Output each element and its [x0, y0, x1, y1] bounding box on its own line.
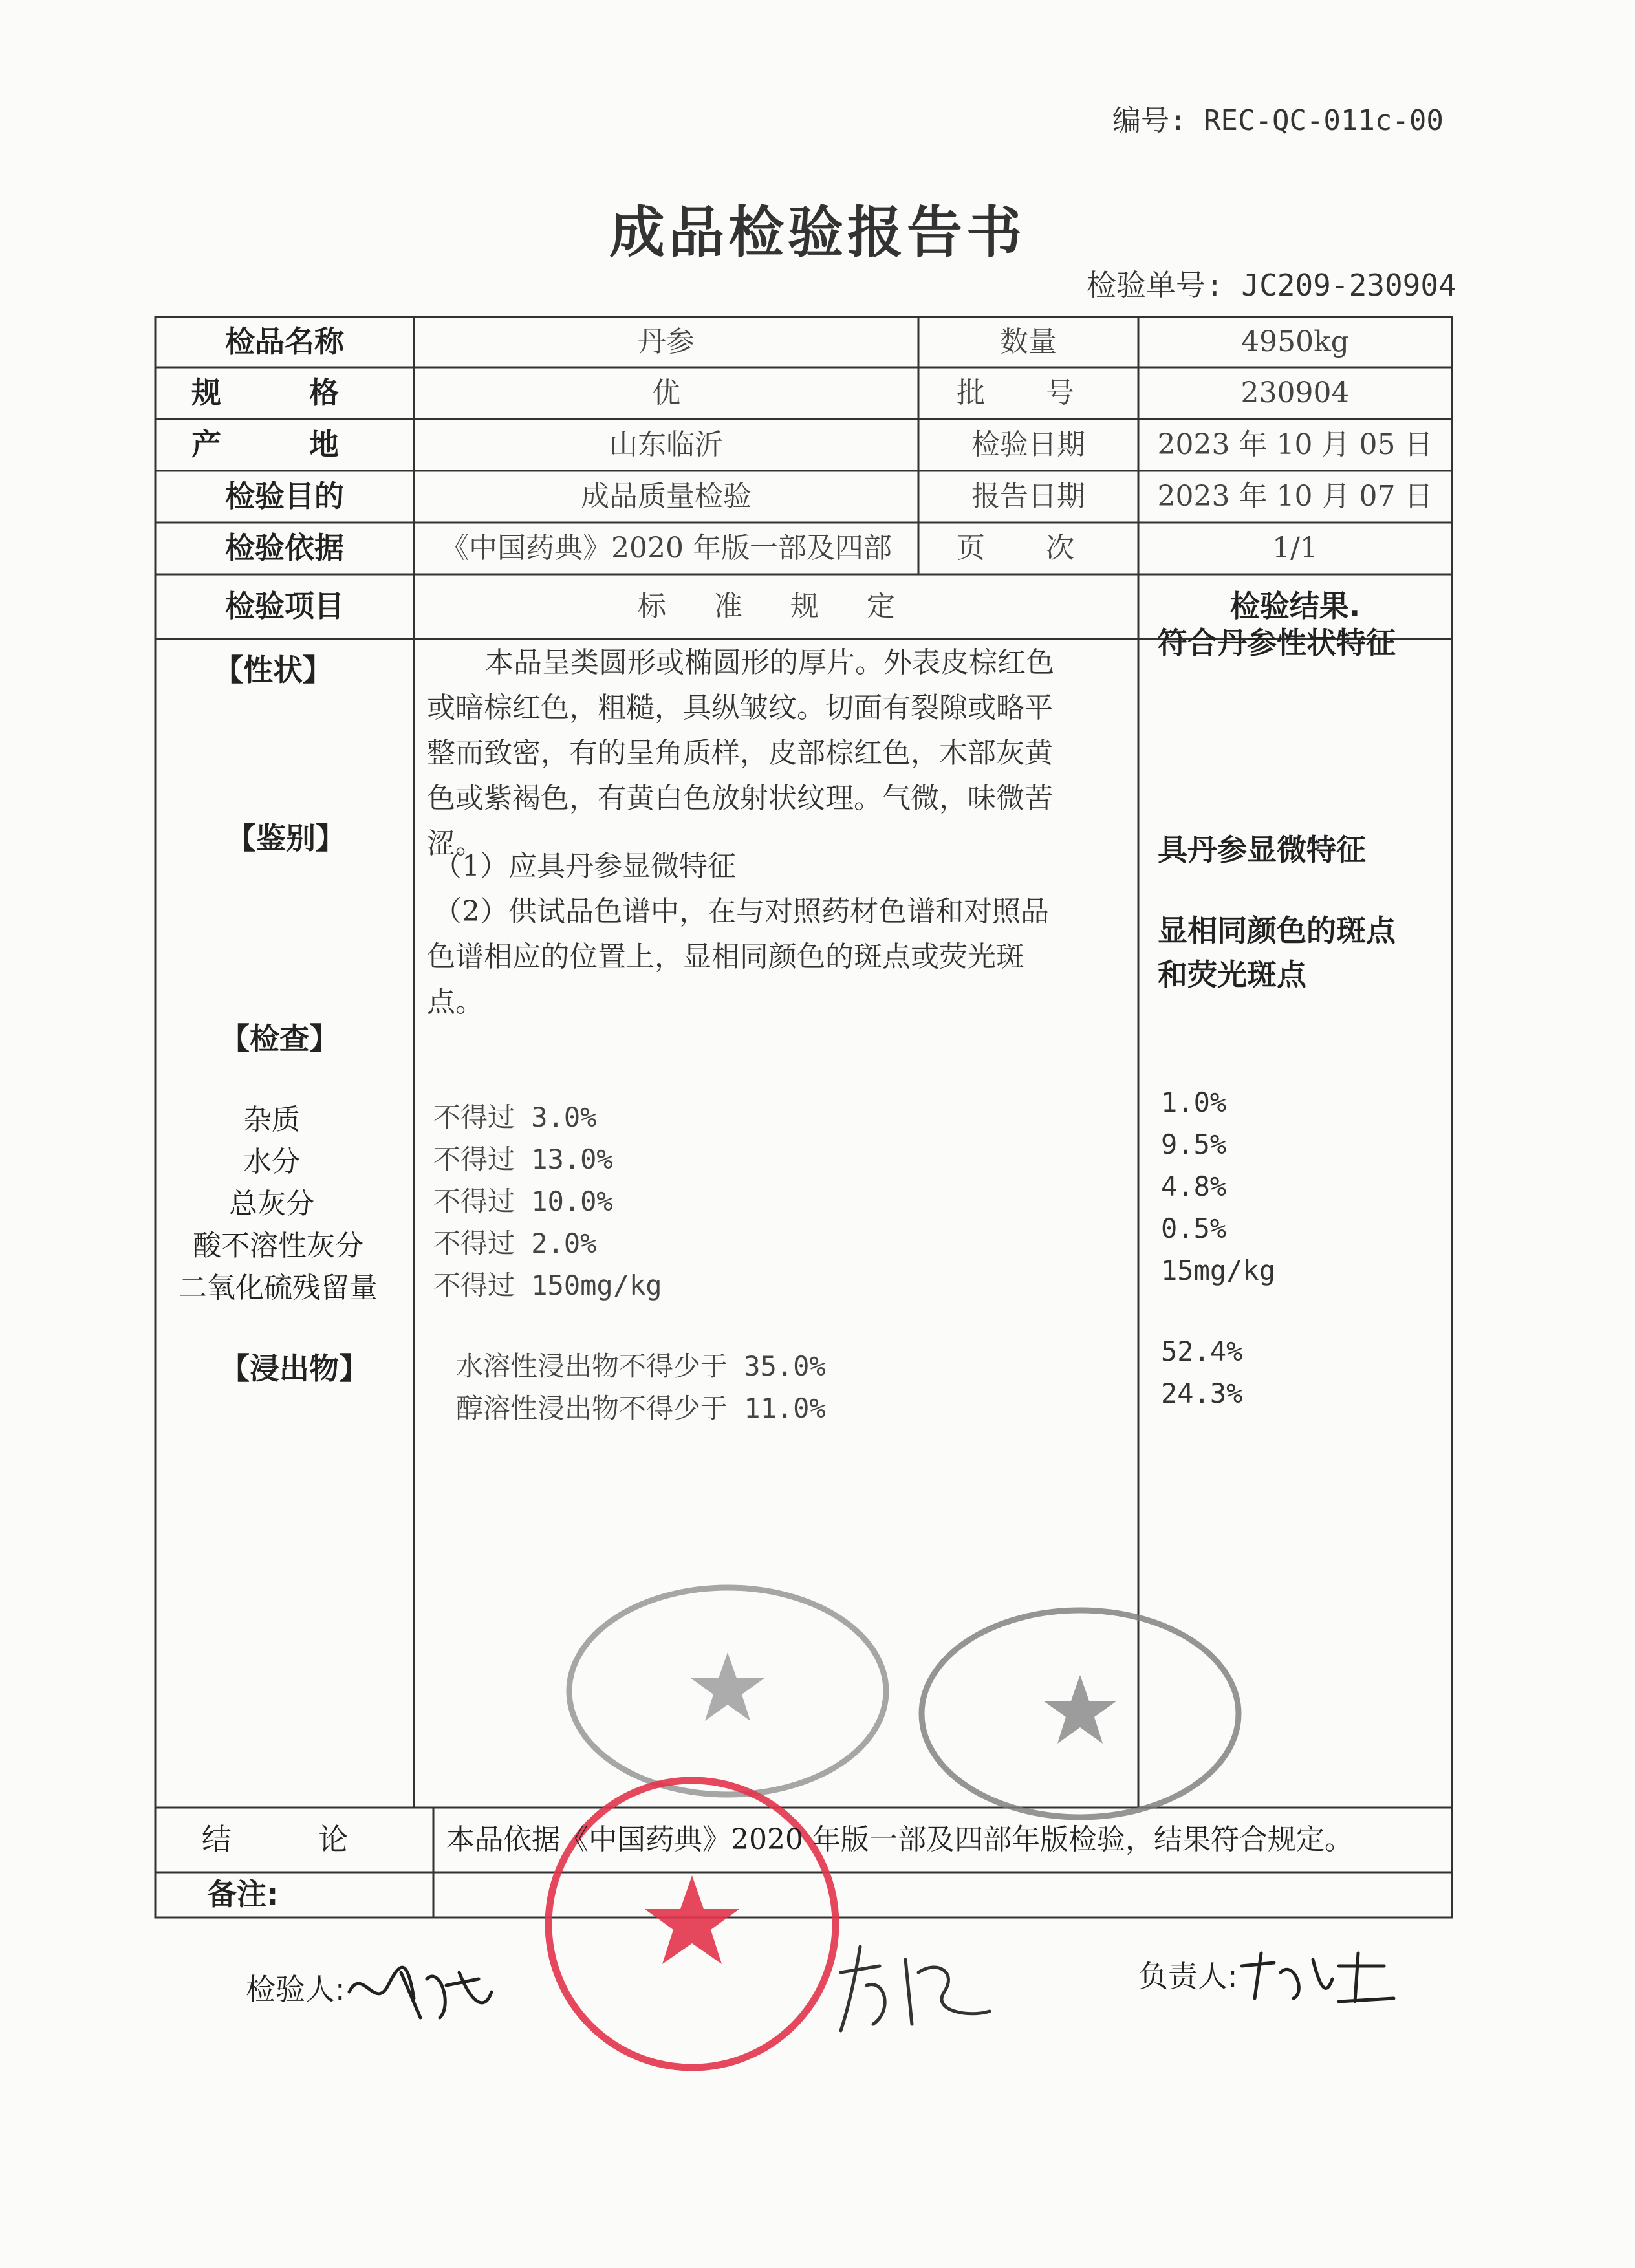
page-label: 页 次: [957, 531, 1100, 565]
character-line: 本品呈类圆形或椭圆形的厚片。外表皮棕红色: [485, 646, 1054, 679]
extract-section-label: 【浸出物】: [220, 1351, 369, 1386]
document-code-value: REC-QC-011c-00: [1204, 104, 1444, 137]
character-section-label: 【性状】: [213, 653, 332, 687]
page-title: 成品检验报告书: [609, 200, 1026, 265]
inspection-section-label: 【检查】: [220, 1021, 339, 1056]
identification-section-label: 【鉴别】: [226, 821, 345, 856]
extract-item-result: 52.4%: [1161, 1335, 1243, 1367]
character-line: 涩。: [427, 827, 484, 860]
product-name-value: 丹参: [638, 325, 695, 358]
manager-label: 负责人:: [1138, 1959, 1238, 1994]
standard-header: 标 准 规 定: [638, 589, 915, 623]
conclusion-text: 本品依据《中国药典》2020 年版一部及四部年版检验，结果符合规定。: [446, 1822, 1353, 1856]
quantity-label: 数量: [1000, 325, 1057, 358]
report-date-label: 报告日期: [971, 479, 1085, 513]
inspector-signature: [343, 1947, 498, 2037]
inspection-item-name: 水分: [243, 1145, 300, 1178]
identification-std2-line: 点。: [427, 986, 484, 1019]
spec-value: 优: [652, 376, 680, 409]
inspection-item-result: 15mg/kg: [1161, 1255, 1276, 1286]
product-name-label: 检品名称: [225, 324, 344, 360]
inspection-item-standard: 不得过 2.0%: [433, 1227, 597, 1259]
inspection-item-result: 4.8%: [1161, 1171, 1227, 1202]
character-line: 整而致密，有的呈角质样，皮部棕红色，木部灰黄: [427, 737, 1053, 770]
test-date-label: 检验日期: [971, 427, 1085, 461]
inspection-item-name: 杂质: [243, 1103, 300, 1136]
identification-result-2: [1158, 909, 1396, 997]
identification-standard: [427, 844, 1132, 1025]
batch-value: 230904: [1240, 376, 1350, 409]
extract-item-result: 24.3%: [1161, 1377, 1243, 1409]
result-header: 检验结果.: [1229, 589, 1361, 624]
batch-label: 批 号: [957, 376, 1100, 409]
character-standard: [427, 640, 1132, 867]
test-date-value: 2023 年 10 月 05 日: [1157, 427, 1433, 461]
report-number-value: JC209-230904: [1241, 268, 1456, 303]
document-code-label: 编号:: [1112, 104, 1187, 137]
inspection-item-standard: 不得过 10.0%: [433, 1185, 613, 1217]
inspector-label: 检验人:: [246, 1972, 345, 2007]
reviewer-signature: [828, 1934, 996, 2037]
identification-result-1: 具丹参显微特征: [1158, 832, 1366, 867]
purpose-label: 检验目的: [225, 479, 344, 514]
inspection-item-result: 9.5%: [1161, 1129, 1227, 1160]
remarks-label: 备注:: [207, 1877, 279, 1912]
manager-signature: [1235, 1940, 1403, 2018]
inspection-item-name: 酸不溶性灰分: [193, 1229, 363, 1262]
identification-std1: （1）应具丹参显微特征: [433, 850, 736, 883]
character-result: 符合丹参性状特征: [1158, 625, 1396, 660]
identification-std2-line: （2）供试品色谱中，在与对照药材色谱和对照品: [433, 895, 1049, 928]
character-line: 色或紫褐色，有黄白色放射状纹理。气微，味微苦: [427, 782, 1053, 815]
inspection-item-standard: 不得过 150mg/kg: [433, 1269, 662, 1301]
identification-result-2-line: 和荧光斑点: [1158, 957, 1306, 992]
inspection-item-name: 总灰分: [229, 1187, 314, 1220]
basis-value: 《中国药典》2020 年版一部及四部: [440, 531, 892, 565]
inspection-item-standard: 不得过 13.0%: [433, 1143, 613, 1175]
identification-result-2-line: 显相同颜色的斑点: [1158, 913, 1396, 948]
inspection-item-name: 二氧化硫残留量: [179, 1271, 378, 1304]
quantity-value: 4950kg: [1241, 325, 1349, 358]
extract-item-standard: 醇溶性浸出物不得少于 11.0%: [456, 1392, 826, 1424]
spec-label: 规 格: [191, 375, 378, 411]
report-number-label: 检验单号:: [1087, 268, 1224, 303]
report-date-value: 2023 年 10 月 07 日: [1157, 479, 1433, 513]
basis-label: 检验依据: [225, 530, 344, 566]
inspection-item-result: 0.5%: [1161, 1213, 1227, 1244]
conclusion-label: 结 论: [201, 1822, 387, 1857]
inspection-seal-2: [915, 1604, 1245, 1824]
inspection-seal-1: [563, 1581, 893, 1801]
origin-value: 山东临沂: [609, 427, 723, 461]
inspection-item-result: 1.0%: [1161, 1086, 1227, 1118]
page-value: 1/1: [1272, 531, 1318, 565]
inspection-item-standard: 不得过 3.0%: [433, 1101, 597, 1133]
character-line: 或暗棕红色，粗糙，具纵皱纹。切面有裂隙或略平: [427, 691, 1053, 724]
purpose-value: 成品质量检验: [581, 479, 752, 513]
items-label: 检验项目: [225, 589, 344, 624]
origin-label: 产 地: [191, 427, 378, 462]
identification-std2-line: 色谱相应的位置上，显相同颜色的斑点或荧光斑: [427, 940, 1024, 973]
extract-item-standard: 水溶性浸出物不得少于 35.0%: [456, 1350, 826, 1382]
